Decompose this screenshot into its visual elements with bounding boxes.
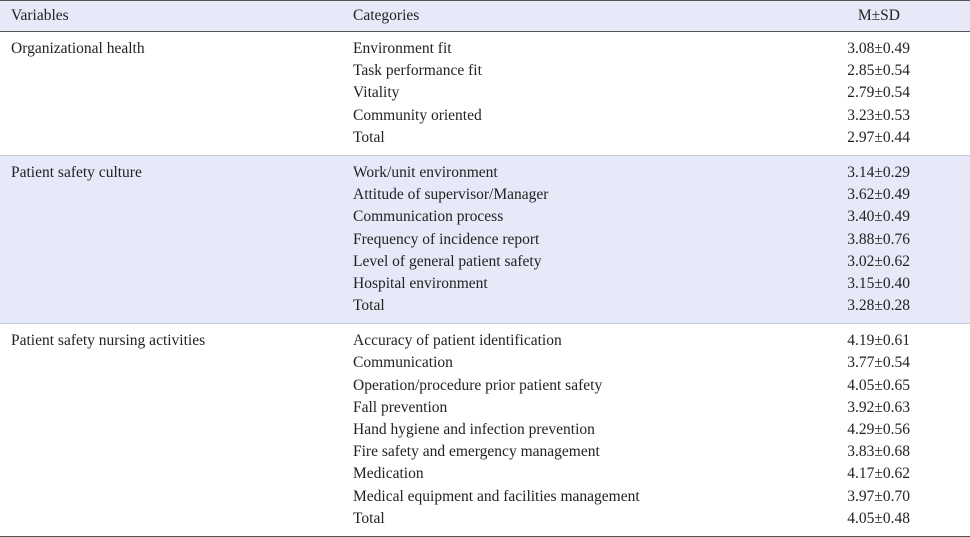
header-msd: M±SD — [857, 7, 900, 24]
group-name: Organizational health — [11, 40, 145, 57]
msd-cell: 3.83±0.68 — [847, 443, 910, 461]
header-variables: Variables — [11, 7, 69, 24]
category-cell: Medical equipment and facilities management — [353, 487, 640, 505]
category-cell: Total — [353, 128, 385, 146]
category-cell: Operation/procedure prior patient safety — [353, 376, 603, 394]
table-row — [0, 508, 970, 530]
category-cell: Vitality — [353, 84, 400, 102]
table-row — [0, 463, 970, 485]
category-cell: Hand hygiene and infection prevention — [353, 421, 595, 438]
table-row — [0, 162, 970, 184]
group-name: Patient safety culture — [11, 163, 142, 181]
category-cell: Total — [353, 509, 385, 527]
group-patient-safety-nursing-activities — [0, 323, 970, 536]
msd-cell: 2.85±0.54 — [847, 62, 910, 80]
table-row — [0, 127, 970, 149]
msd-cell: 4.29±0.56 — [847, 421, 910, 438]
table-row — [0, 229, 970, 251]
table-row — [0, 82, 970, 104]
category-cell: Accuracy of patient identification — [353, 332, 562, 350]
category-cell: Total — [353, 297, 385, 315]
category-cell: Fall prevention — [353, 398, 448, 416]
msd-cell: 3.08±0.49 — [847, 40, 910, 57]
category-cell: Level of general patient safety — [353, 252, 542, 270]
table-row — [0, 486, 970, 508]
table-row — [0, 60, 970, 82]
table-row — [0, 295, 970, 317]
table-row — [0, 105, 970, 127]
category-cell: Hospital environment — [353, 274, 488, 292]
msd-cell: 3.28±0.28 — [847, 297, 910, 315]
msd-cell: 3.88±0.76 — [847, 230, 910, 248]
category-cell: Environment fit — [353, 40, 452, 57]
table-row — [0, 184, 970, 206]
msd-cell: 4.19±0.61 — [847, 332, 910, 350]
msd-cell: 3.14±0.29 — [847, 163, 910, 181]
msd-cell: 3.40±0.49 — [847, 208, 910, 226]
table-row — [0, 251, 970, 273]
category-cell: Fire safety and emergency management — [353, 443, 600, 461]
msd-cell: 4.17±0.62 — [847, 465, 910, 483]
table-row — [0, 273, 970, 295]
msd-cell: 3.02±0.62 — [847, 252, 910, 270]
category-cell: Work/unit environment — [353, 163, 498, 181]
table-row — [0, 330, 970, 352]
table-header — [0, 0, 970, 32]
header-categories: Categories — [353, 7, 420, 24]
msd-cell: 2.79±0.54 — [847, 84, 910, 102]
group-patient-safety-culture — [0, 155, 970, 323]
table-row — [0, 441, 970, 463]
table-row — [0, 38, 970, 60]
msd-cell: 3.97±0.70 — [847, 487, 910, 505]
category-cell: Communication — [353, 354, 453, 372]
category-cell: Medication — [353, 465, 424, 483]
group-organizational-health — [0, 32, 970, 155]
category-cell: Frequency of incidence report — [353, 230, 540, 248]
msd-cell: 2.97±0.44 — [847, 128, 910, 146]
msd-cell: 4.05±0.48 — [847, 509, 910, 527]
table-row — [0, 419, 970, 441]
table-row — [0, 397, 970, 419]
msd-cell: 4.05±0.65 — [847, 376, 910, 394]
category-cell: Task performance fit — [353, 62, 482, 80]
category-cell: Communication process — [353, 208, 504, 226]
msd-cell: 3.62±0.49 — [847, 186, 910, 204]
table-row — [0, 375, 970, 397]
category-cell: Attitude of supervisor/Manager — [353, 186, 549, 204]
group-name: Patient safety nursing activities — [11, 332, 206, 350]
msd-cell: 3.15±0.40 — [847, 274, 910, 292]
msd-cell: 3.92±0.63 — [847, 398, 910, 416]
msd-cell: 3.77±0.54 — [847, 354, 910, 372]
msd-cell: 3.23±0.53 — [847, 106, 910, 124]
category-cell: Community oriented — [353, 106, 482, 124]
table-row — [0, 352, 970, 374]
table-row — [0, 206, 970, 228]
